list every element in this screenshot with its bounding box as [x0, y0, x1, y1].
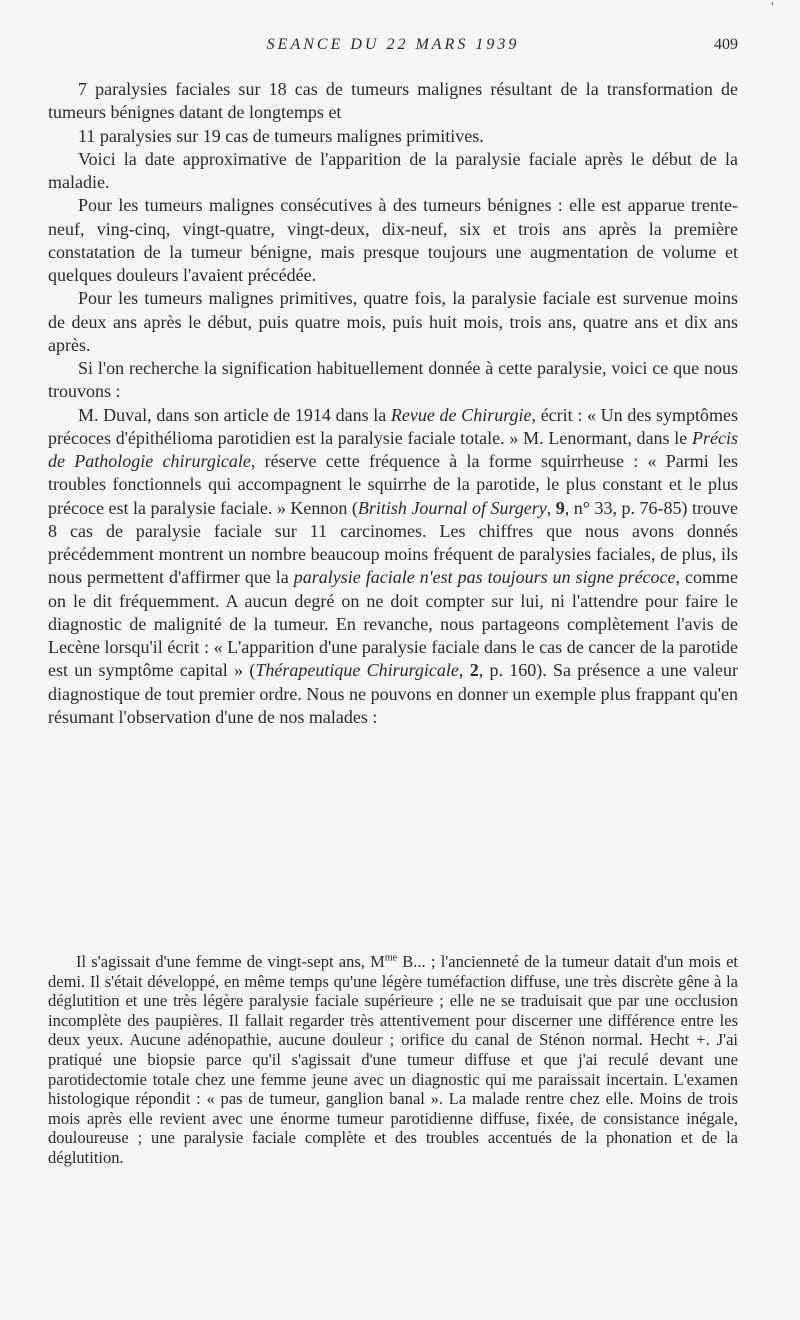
paragraph-6: Si l'on recherche la signification habituellement donnée à cette paralysie, voici ce que nous trouvons :	[48, 358, 738, 402]
volume-number: 9	[555, 497, 565, 518]
corner-mark: '	[770, 0, 774, 14]
paragraph-7	[48, 404, 738, 730]
text-run: , réserve cette fréquence à la forme squirrheuse : « Parmi les troubles fonctionnels qui accompagnent le squirrhe de la parotide, le plus constant et le plus précoce est la paralysie faciale. » Kennon (	[48, 451, 738, 518]
journal-title-british: British Journal of Surgery	[357, 497, 547, 518]
text-run: , comme on le dit fréquemment. A aucun degré on ne doit compter sur lui, ni l'attendre pour faire le diagnostic de malignité de la tumeur. En revanche, nous partageons complètement l'avis de Lecène lorsqu'il écrit : « L'apparition d'une paralysie faciale dans le cas de cancer de la parotide est un symptôme capital » (	[48, 567, 739, 681]
running-title: SEANCE DU 22 MARS 1939	[266, 36, 520, 53]
text-run: Il s'agissait d'une femme de vingt-sept ans, M	[76, 952, 385, 971]
paragraph-5: Pour les tumeurs malignes primitives, quatre fois, la paralysie faciale est survenue moins de deux ans après le début, puis quatre mois, puis huit mois, trois ans, quatre ans et dix ans après.	[48, 288, 738, 355]
text-run: ,	[458, 660, 470, 681]
paragraph-3: Voici la date approximative de l'apparition de la paralysie faciale après le début de la maladie.	[48, 148, 738, 192]
observation-note	[48, 952, 738, 1168]
text-run: , écrit : « Un des symptômes précoces d'épithélioma parotidien est la paralysie faciale totale. » M. Lenormant, dans le	[48, 404, 738, 448]
text-run: , n° 33, p. 76-85) trouve 8 cas de paralysie faciale sur 11 carcinomes. Les chiffres que nous avons donnés précédemment montrent un nombre beaucoup moins fréquent de paralysies faciales, de plus, ils nous permettent d'affirmer que la	[48, 497, 739, 588]
text-run: , p. 160). Sa présence a une valeur diagnostique de tout premier ordre. Nous ne pouvons en donner un exemple plus frappant qu'en résumant l'observation d'une de nos malades :	[48, 660, 739, 727]
superscript: me	[384, 952, 398, 964]
text-run: M. Duval, dans son article de 1914 dans la	[78, 404, 391, 425]
main-text	[48, 78, 738, 729]
volume-number: 2	[469, 660, 479, 681]
emphasis-phrase: paralysie faciale n'est pas toujours un signe précoce	[293, 567, 676, 588]
page-number: 409	[714, 36, 738, 53]
paragraph-1: 7 paralysies faciales sur 18 cas de tumeurs malignes résultant de la transformation de tumeurs bénignes datant de longtemps et	[48, 79, 738, 123]
book-title-therapeutique: Thérapeutique Chirurgicale	[255, 660, 459, 681]
paragraph-2: 11 paralysies sur 19 cas de tumeurs malignes primitives.	[78, 125, 484, 146]
page-header	[48, 34, 738, 60]
text-run: B... ; l'ancienneté de la tumeur datait d'un mois et demi. Il s'était développé, en même temps qu'une légère tuméfaction diffuse, une très discrète gêne à la déglutition et une très légère paralysie faciale supérieure ; elle ne se traduisait que par une occlusion incomplète des paupières. Il fallait regarder très attentivement pour discerner une différence entre les deux yeux. Aucune adénopathie, aucune douleur ; orifice du canal de Sténon normal. Hecht +. J'ai pratiqué une biopsie parce qu'il s'agissait d'une tumeur diffuse et que j'ai reculé devant une parotidectomie totale chez une femme jeune avec un diagnostic qui me paraissait incertain. L'examen histologique répondit : « pas de tumeur, ganglion banal ». La malade rentre chez elle. Moins de trois mois après elle revient avec une énorme tumeur parotidienne diffuse, fixée, de consistance inégale, douloureuse ; une paralysie faciale complète et des troubles accentués de la phonation et de la déglutition.	[48, 952, 738, 1167]
paragraph-4: Pour les tumeurs malignes consécutives à des tumeurs bénignes : elle est apparue trente-neuf, ving-cinq, vingt-quatre, vingt-deux, dix-neuf, six et trois ans après la première constatation de la tumeur bénigne, mais presque toujours une augmentation de volume et quelques douleurs l'avaient précédée.	[48, 195, 738, 285]
journal-title-revue: Revue de Chirurgie	[390, 404, 532, 425]
observation-paragraph	[48, 952, 738, 1168]
text-run: ,	[546, 497, 556, 518]
book-title-precis: Précis de Pathologie chirurgicale	[48, 427, 738, 471]
